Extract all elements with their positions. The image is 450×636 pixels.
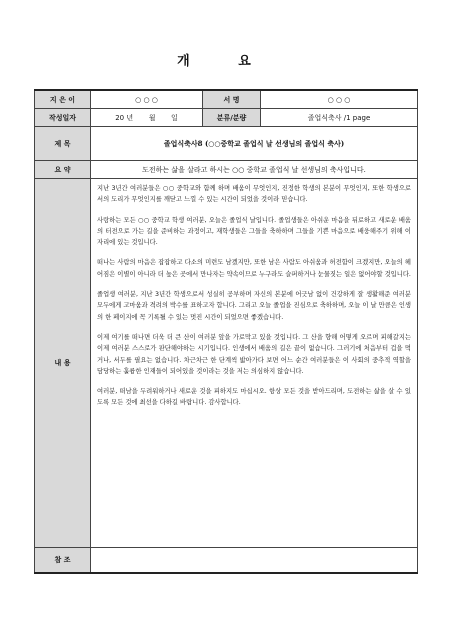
document-title: 졸업식축사8 (○○중학교 졸업식 날 선생님의 졸업식 축사) bbox=[91, 127, 418, 161]
date-year-unit: 년 bbox=[126, 113, 134, 122]
author-row bbox=[35, 90, 418, 109]
summary-label: 요 약 bbox=[35, 161, 91, 179]
content-label: 내 용 bbox=[35, 179, 91, 548]
reviewer-value: ○ ○ ○ bbox=[261, 90, 418, 109]
reference-value bbox=[91, 548, 418, 574]
content-paragraph: 졸업생 여러분, 지난 3년간 학생으로서 성실히 공부하며 자신의 본분에 어긋남 없이 건강하게 잘 생활해준 여러분 모두에게 고마움과 격려의 박수를 표하고자 합니다. 그리고 오늘 졸업을 진심으로 축하하며, 오늘 이 날 만큼은 인생의 한 페이지에 꼭 기록될 수 있는 멋진 시간이 되었으면 좋겠습니다. bbox=[97, 291, 411, 321]
date-row bbox=[35, 109, 418, 127]
summary-value: 도전하는 삶을 살라고 하시는 ○○ 중학교 졸업식 날 선생님의 축사입니다. bbox=[91, 161, 418, 179]
content-paragraph: 지난 3년간 여러분들은 ○○ 중학교와 함께 하며 배움이 무엇인지, 진정한 학생의 본분이 무엇인지, 또한 학생으로서의 도리가 무엇인지를 깨닫고 느낄 수 있는 시간이 되었을 것이라 믿습니다. bbox=[97, 185, 411, 204]
page-title: 개 요 bbox=[177, 54, 273, 69]
content-paragraph: 이제 여기를 떠나면 더욱 더 큰 산이 여러분 앞을 가로막고 있을 것입니다. 그 산을 향해 어떻게 오르며 피해갈지는 이제 여러분 스스로가 판단해야하는 시기입니다. 인생에서 배움의 길은 끝이 없습니다. 그러기에 처음부터 겁을 먹거나, 서두를 필요는 없습니다. 차근차근 한 단계씩 밟아가다 보면 어느 순간 여러분들은 이 사회의 중추적 역할을 담당하는 훌륭한 인재들이 되어있을 것이라는 것을 저는 의심하지 않습니다. bbox=[97, 333, 411, 375]
date-month-unit: 월 bbox=[148, 113, 156, 122]
title-label: 제 목 bbox=[35, 127, 91, 161]
author-label: 지 은 이 bbox=[35, 90, 91, 109]
content-paragraph: 떠나는 사람의 마음은 잡잡하고 다소의 미련도 남겠지만, 또한 남은 사람도 아쉬움과 허전함이 크겠지만, 오늘의 헤어짐은 이별이 아니라 더 높은 곳에서 만나자는 약속이므로 누구라도 슬퍼하거나 눈물짓는 일은 없어야할 것입니다. bbox=[97, 259, 411, 278]
date-year: 20 bbox=[115, 113, 125, 122]
reference-row bbox=[35, 548, 418, 574]
title-row bbox=[35, 127, 418, 161]
document-summary-table bbox=[34, 89, 418, 574]
date-day-unit: 일 bbox=[171, 113, 178, 122]
date-value bbox=[91, 109, 203, 127]
reference-label: 참 조 bbox=[35, 548, 91, 574]
content-body bbox=[91, 179, 418, 548]
reviewer-label: 서 명 bbox=[203, 90, 261, 109]
content-paragraph: 여러분, 떠남을 두려워하거나 새로운 것을 피하지도 마십시오. 항상 모든 것을 받아드리며, 도전하는 삶을 살 수 있도록 모든 것에 최선을 다하길 바랍니다. 감사합니다. bbox=[97, 388, 411, 407]
author-value: ○ ○ ○ bbox=[91, 90, 203, 109]
content-paragraph: 사랑하는 모든 ○○ 중학교 학생 여러분, 오늘은 졸업식 날입니다. 졸업생들은 아쉬운 마음을 뒤로하고 새로운 배움의 터전으로 가는 길을 준비하는 과정이고, 재학생들은 그들을 축하하며 그들을 기쁜 마음으로 배웅해주기 위해 이 자리에 있는 것입니다. bbox=[97, 216, 411, 247]
date-label: 작성일자 bbox=[35, 109, 91, 127]
category-value: 졸업식축사 /1 page bbox=[261, 109, 418, 127]
summary-row bbox=[35, 161, 418, 179]
content-row bbox=[35, 179, 418, 548]
category-label: 분류/분량 bbox=[203, 109, 261, 127]
